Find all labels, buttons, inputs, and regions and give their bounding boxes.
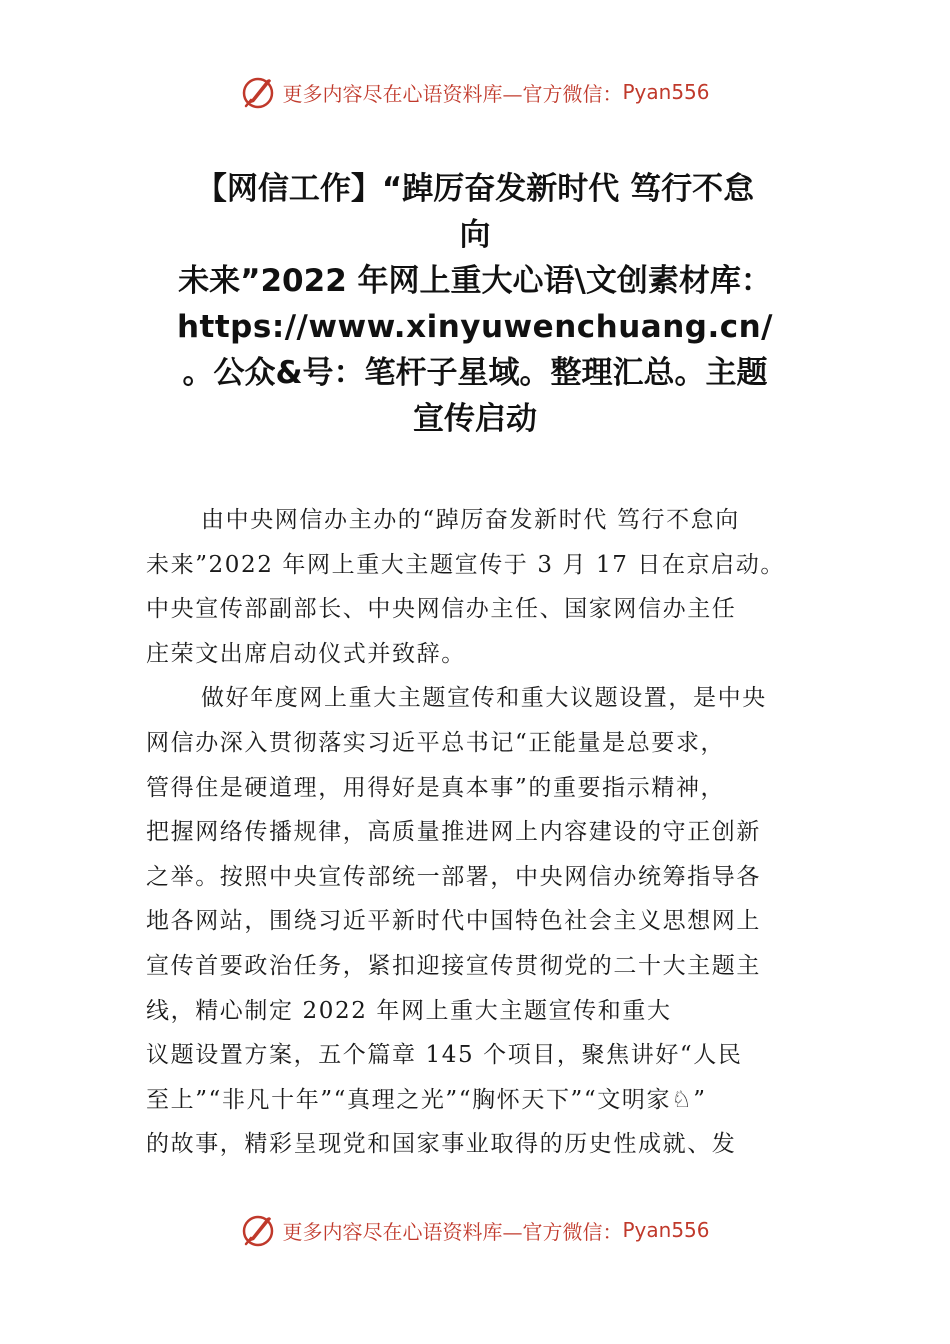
title-url-line: https://www.xinyuwenchuang.cn/ — [176, 309, 774, 345]
quill-logo-icon — [240, 1212, 276, 1248]
paragraph-line: 网信办深入贯彻落实习近平总书记“正能量是总要求， — [146, 729, 726, 756]
paragraph-line: 中央宣传部副部长、中央网信办主任、国家网信办主任 — [146, 596, 737, 623]
banner-text: 更多内容尽在心语资料库—官方微信： — [282, 81, 623, 106]
paragraph-line: 地各网站，围绕习近平新时代中国特色社会主义思想网上 — [146, 908, 761, 935]
title-line: 未来”2022 年网上重大心语\文创素材库： — [178, 263, 772, 299]
article-body — [146, 498, 826, 1167]
paragraph-line: 管得住是硬道理，用得好是真本事”的重要指示精神， — [146, 774, 726, 801]
paragraph-line: 把握网络传播规律，高质量推进网上内容建设的守正创新 — [146, 819, 761, 846]
paragraph-line: 庄荣文出席启动仪式并致辞。 — [146, 640, 466, 667]
paragraph-line: 的故事，精彩呈现党和国家事业取得的历史性成就、发 — [146, 1131, 737, 1158]
paragraph-line: 至上”“非凡十年”“真理之光”“胸怀天下”“文明家♘” — [146, 1086, 707, 1113]
paragraph-line: 议题设置方案，五个篇章 145 个项目，聚焦讲好“人民 — [146, 1042, 743, 1069]
quill-logo-icon — [240, 74, 276, 110]
title-line: 向 — [459, 217, 491, 253]
paragraph-line: 未来”2022 年网上重大主题宣传于 3 月 17 日在京启动。 — [146, 551, 785, 578]
title-line: 宣传启动 — [413, 401, 537, 437]
banner-text: 更多内容尽在心语资料库—官方微信： — [282, 1219, 623, 1244]
title-line: 【网信工作】“踔厉奋发新时代 笃行不怠 — [195, 171, 755, 207]
banner-wechat-id: Pyan556 — [622, 1218, 710, 1242]
paragraph-line: 线，精心制定 2022 年网上重大主题宣传和重大 — [146, 997, 672, 1024]
paragraph-line: 之举。按照中央宣传部统一部署，中央网信办统筹指导各 — [146, 863, 761, 890]
banner-wechat-id: Pyan556 — [622, 80, 710, 104]
paragraph-line: 宣传首要政治任务，紧扣迎接宣传贯彻党的二十大主题主 — [146, 952, 761, 979]
document-title — [130, 166, 820, 442]
title-line: 。公众&号：笔杆子星域。整理汇总。主题 — [182, 355, 768, 391]
header-banner — [0, 70, 950, 114]
paragraph-line: 由中央网信办主办的“踔厉奋发新时代 笃行不怠向 — [201, 507, 740, 533]
paragraph-line: 做好年度网上重大主题宣传和重大议题设置，是中央 — [201, 685, 767, 712]
footer-banner — [0, 1208, 950, 1252]
